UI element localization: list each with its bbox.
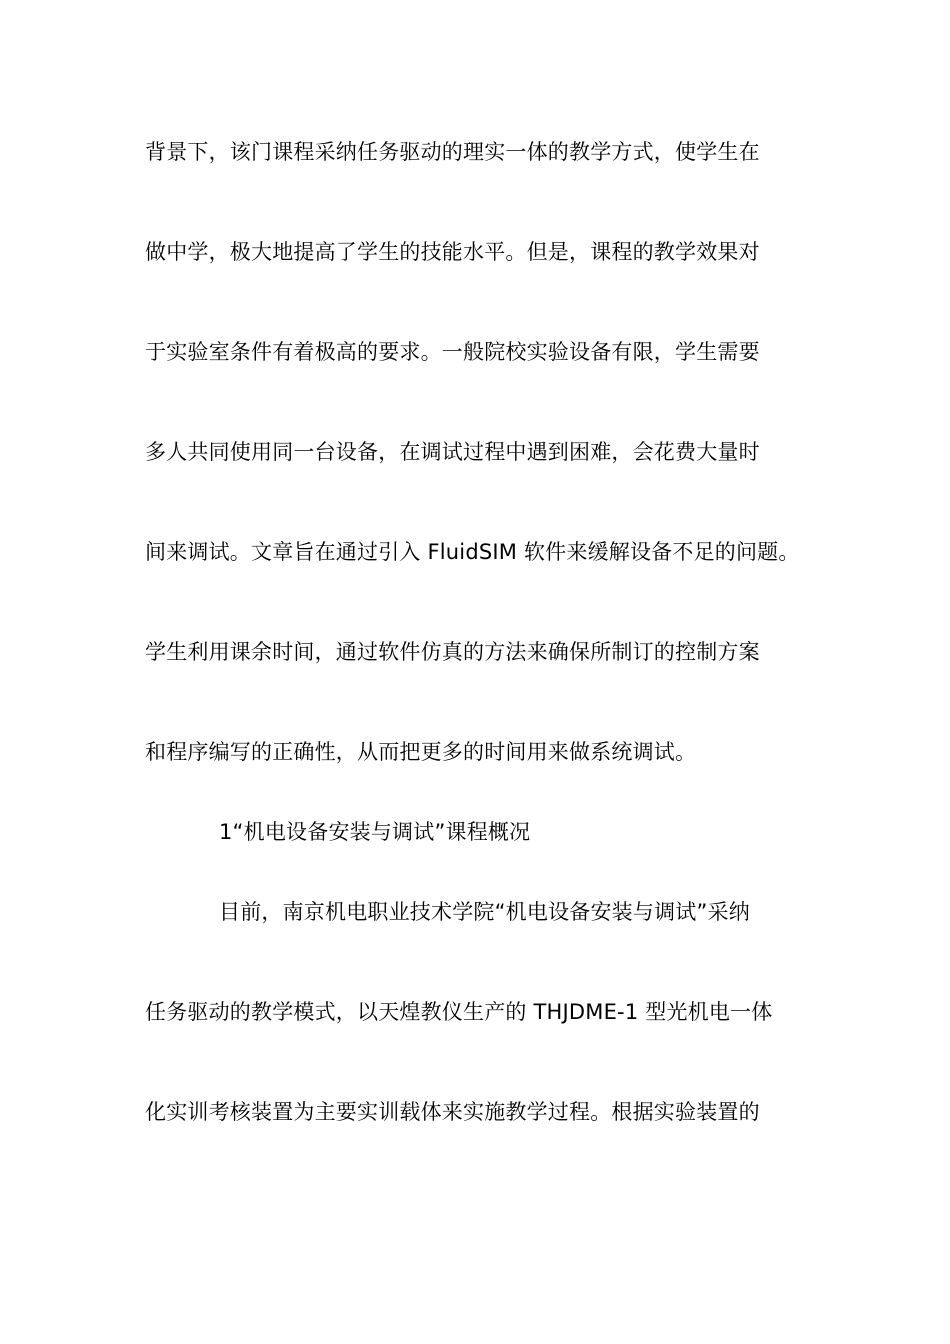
paragraph-line: 做中学，极大地提高了学生的技能水平。但是，课程的教学效果对 (145, 240, 760, 264)
paragraph-line: 学生利用课余时间，通过软件仿真的方法来确保所制订的控制方案 (145, 640, 760, 664)
paragraph-line: 和程序编写的正确性，从而把更多的时间用来做系统调试。 (145, 740, 697, 764)
paragraph-line: 目前，南京机电职业技术学院“机电设备安装与调试”采纳 (219, 900, 750, 924)
paragraph-line: 于实验室条件有着极高的要求。一般院校实验设备有限，学生需要 (145, 340, 760, 364)
paragraph-line: 间来调试。文章旨在通过引入 FluidSIM 软件来缓解设备不足的问题。 (145, 540, 800, 564)
paragraph-line: 多人共同使用同一台设备，在调试过程中遇到困难，会花费大量时 (145, 440, 760, 464)
paragraph-line: 化实训考核装置为主要实训载体来实施教学过程。根据实验装置的 (145, 1100, 760, 1124)
paragraph-line: 任务驱动的教学模式，以天煌教仪生产的 THJDME-1 型光机电一体 (145, 1000, 773, 1024)
section-heading: 1“机电设备安装与调试”课程概况 (219, 820, 531, 844)
paragraph-line: 背景下，该门课程采纳任务驱动的理实一体的教学方式，使学生在 (145, 140, 760, 164)
